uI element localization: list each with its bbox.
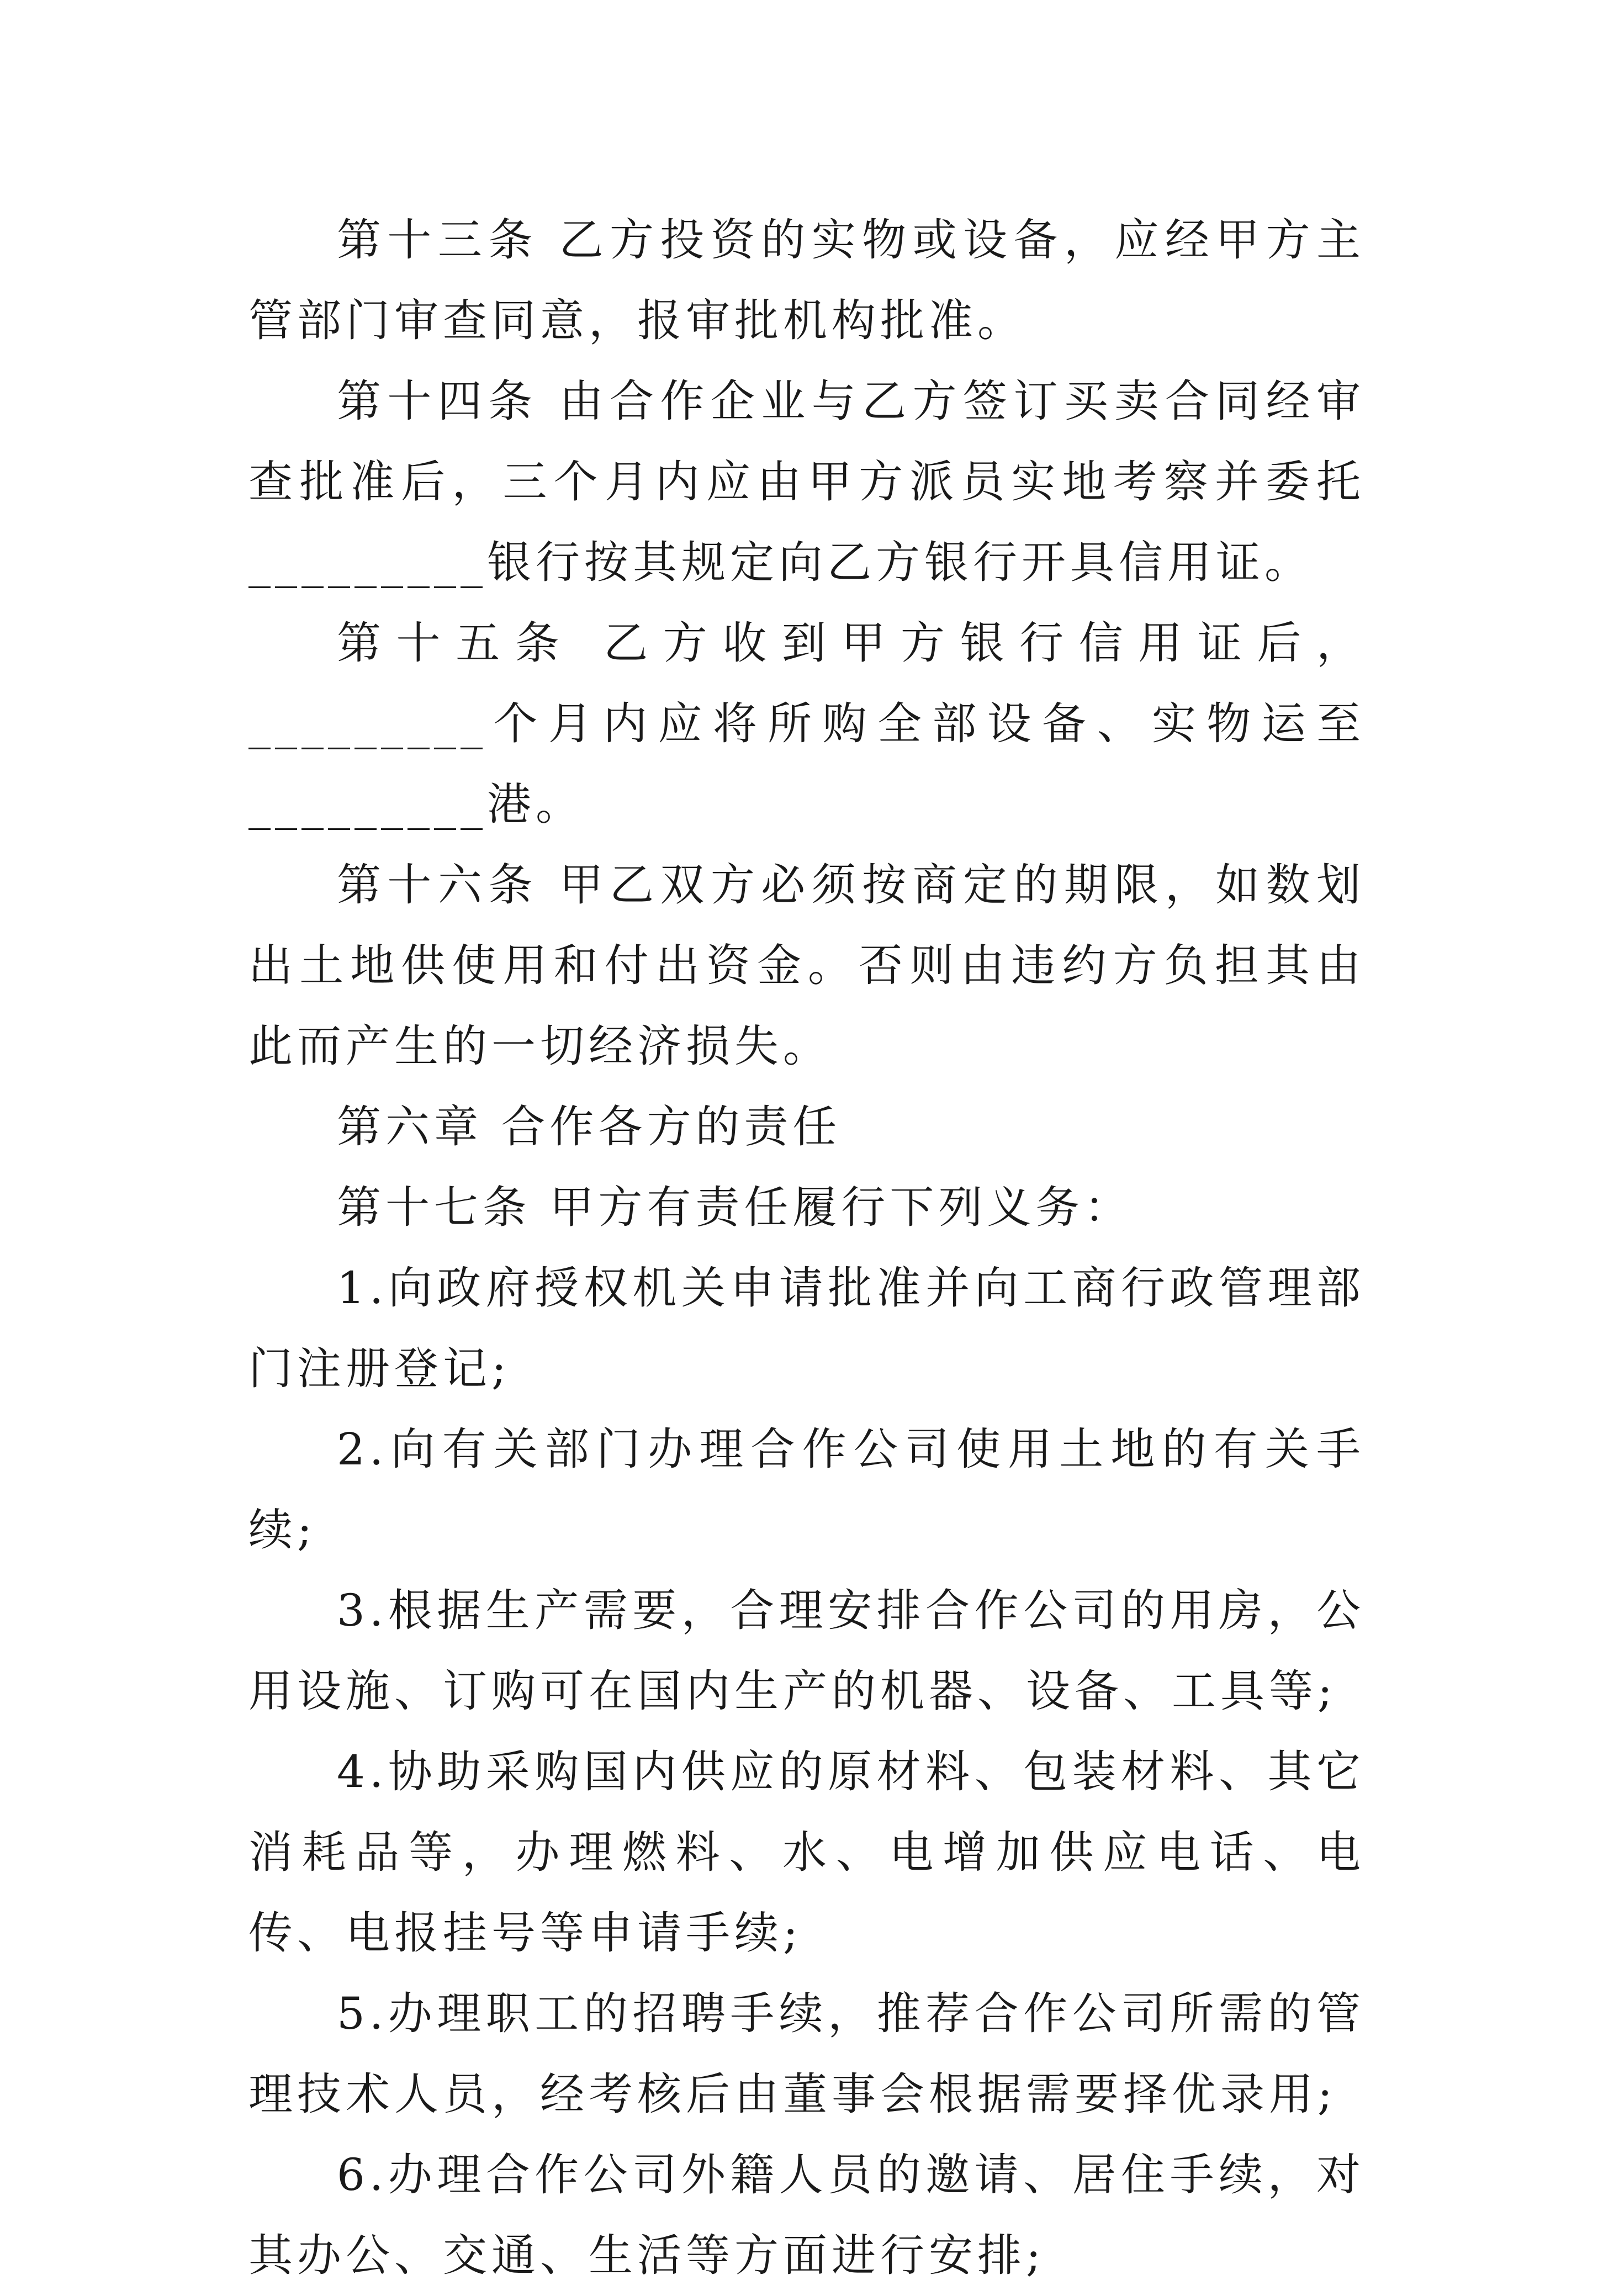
article-14: 第十四条 由合作企业与乙方签订买卖合同经审查批准后，三个月内应由甲方派员实地考察并委托_________银行按其规定向乙方银行开具信用证。 (248, 375, 1365, 588)
list-item-5: 5.办理职工的招聘手续，推荐合作公司所需的管理技术人员，经考核后由董事会根据需要择优录用; (248, 1988, 1365, 2120)
article-13: 第十三条 乙方投资的实物或设备，应经甲方主管部门审查同意，报审批机构批准。 (248, 214, 1365, 346)
article-17: 第十七条 甲方有责任履行下列义务： (337, 1182, 1133, 1233)
list-item-6: 6.办理合作公司外籍人员的邀请、居住手续，对其办公、交通、生活等方面进行安排; (248, 2149, 1365, 2281)
document-body (248, 200, 1365, 2296)
list-item-2: 2.向有关部门办理合作公司使用土地的有关手续; (248, 1424, 1365, 1556)
chapter-6-heading: 第六章 合作各方的责任 (337, 1101, 842, 1152)
list-item-1: 1.向政府授权机关申请批准并向工商行政管理部门注册登记; (248, 1262, 1365, 1394)
article-15: 第十五条 乙方收到甲方银行信用证后，_________个月内应将所购全部设备、实物运至_________港。 (248, 617, 1365, 830)
article-16: 第十六条 甲乙双方必须按商定的期限，如数划出土地供使用和付出资金。否则由违约方负担其由此而产生的一切经济损失。 (248, 859, 1365, 1072)
list-item-4: 4.协助采购国内供应的原材料、包装材料、其它消耗品等，办理燃料、水、电增加供应电话、电传、电报挂号等申请手续; (248, 1746, 1365, 1959)
list-item-3: 3.根据生产需要，合理安排合作公司的用房，公用设施、订购可在国内生产的机器、设备、工具等; (248, 1585, 1365, 1717)
